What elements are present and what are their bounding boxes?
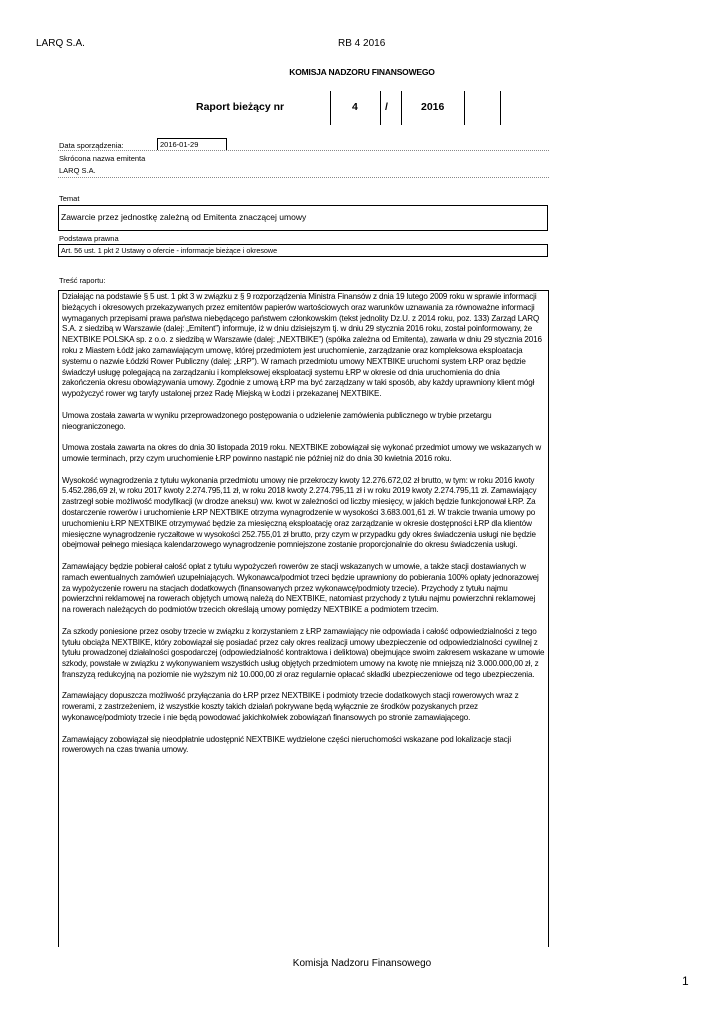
content-paragraph: Umowa została zawarta w wyniku przeprowadzonego postępowania o udzielenie zamówienia publicznego w trybie przetargu nieograniczonego. [62,410,492,431]
short-name-label: Skrócona nazwa emitenta [59,154,146,163]
report-number: 4 [352,101,358,113]
content-paragraph: Wysokość wynagrodzenia z tytułu wykonania przedmiotu umowy nie przekroczy kwoty 12.276.672,02 zł brutto, w tym: w roku 2016 kwoty 5.452.286,69 zł, w roku 2017 kwoty 2.274.795,11 zł, w roku 2018 kwoty 2.274.795,11 zł i w roku 2019 kwoty 2.274.795,11 zł. Zamawiający zastrzegł sobie możliwość modyfikacji (w drodze aneksu) ww. kwot w zależności od liczby miesięcy, w jakich będzie funkcjonował ŁRP. Za dostarczenie rowerów i uruchomienie ŁRP NEXTBIKE otrzyma wynagrodzenie w wysokości 3.683.001,61 zł. W trakcie trwania umowy po uruchomieniu ŁRP NEXTBIKE otrzymywać będzie za miesięczną eksploatację oraz zarządzanie w okresie dostępności ŁRP dla klientów miesięczne wynagrodzenie ryczałtowe w wysokości 252.755,01 zł brutto, przy czym w przypadku gdy okres świadczenia usługi nie będzie obejmował pełnego miesiąca kalendarzowego wynagrodzenie pomniejszone zostanie proporcjonalnie do okresu świadczenia usługi. [62,475,537,550]
divider [58,177,549,178]
legal-basis-label: Podstawa prawna [59,234,119,243]
content-paragraph: Umowa została zawarta na okres do dnia 30 listopada 2019 roku. NEXTBIKE zobowiązał się wykonać przedmiot umowy we wskazanych w umowie terminach, przy czym uruchomienie ŁRP powinno nastąpić nie później niż do dnia 30 kwietnia 2016 roku. [62,443,542,463]
content-label: Treść raportu: [59,276,106,285]
divider [330,91,331,125]
report-content [58,290,549,947]
content-paragraph: Zamawiający dopuszcza możliwość przyłączania do ŁRP przez NEXTBIKE i podmioty trzecie dodatkowych stacji rowerowych wraz z rowerami, z zastrzeżeniem, iż wszystkie koszty takich działań pokrywane będą wyłącznie ze środków pozyskanych przez wykonawcę/podmioty trzecie i nie będą powodować jakichkolwiek zobowiązań finansowych po stronie zamawiającego. [62,691,519,723]
report-separator: / [385,101,388,113]
divider [58,150,549,151]
divider [500,91,501,125]
date-label: Data sporządzenia: [59,141,124,150]
page-number: 1 [682,974,689,988]
divider [380,91,381,125]
divider [464,91,465,125]
footer-authority: Komisja Nadzoru Finansowego [292,958,432,969]
subject-value: Zawarcie przez jednostkę zależną od Emitenta znaczącej umowy [58,205,548,231]
header-report-code: RB 4 2016 [338,38,386,49]
date-value: 2016-01-29 [157,138,227,150]
report-year: 2016 [421,101,445,113]
header-company: LARQ S.A. [36,38,85,49]
report-title: Raport bieżący nr [196,101,285,113]
content-paragraph: Działając na podstawie § 5 ust. 1 pkt 3 w związku z § 9 rozporządzenia Ministra Finansów z dnia 19 lutego 2009 roku w sprawie informacji bieżących i okresowych przekazywanych przez emitentów papierów wartościowych oraz warunków uznawania za równoważne informacji wymaganych przepisami prawa państwa niebędącego państwem członkowskim (tekst jednolity Dz.U. z 2014 roku, poz. 133) Zarząd LARQ S.A. z siedzibą w Warszawie (dalej: „Emitent”) informuje, iż w dniu dzisiejszym tj. w dniu 29 stycznia 2016 roku, został poinformowany, że NEXTBIKE POLSKA sp. z o.o. z siedzibą w Warszawie (dalej: „NEXTBIKE”) (spółka zależna od Emitenta), zawarła w dniu 29 stycznia 2016 roku z Miastem Łódź jako zamawiającym umowę, której przedmiotem jest uruchomienie, zarządzanie oraz kompleksowa eksploatacja systemu o nazwie Łódzki Rower Publiczny (dalej: „ŁRP”). W ramach przedmiotu umowy NEXTBIKE uruchomi system ŁRP oraz będzie świadczył usługę polegającą na zarządzaniu i kompleksowej eksploatacji systemu ŁRP w okresie od dnia uruchomienia do dnia zakończenia okresu obowiązywania umowy. Zgodnie z umową ŁRP ma być zarządzany w taki sposób, aby każdy uprawniony klient mógł wypożyczyć rower wg taryfy ustalonej przez Radę Miejską w Łodzi i przekazanej NEXTBIKE. [62,292,542,399]
content-paragraph: Zamawiający będzie pobierał całość opłat z tytułu wypożyczeń rowerów ze stacji wskazanych w umowie, a także stacji dostawianych w ramach ewentualnych zamówień uzupełniających. Wykonawca/podmiot trzeci będzie uprawniony do pobierania 100% opłaty jednorazowej za wypożyczenie roweru na stacjach dodatkowych (finansowanych przez wykonawcę/podmioty trzecie). Przychody z tytułu najmu powierzchni reklamowej na rowerach objętych umową należą do NEXTBIKE, natomiast przychody z tytułu najmu powierzchni reklamowej na rowerach należących do podmiotów trzecich określają umowy pomiędzy NEXTBIKE a podmiotem trzecim. [62,561,539,615]
short-name-value: LARQ S.A. [59,166,96,175]
legal-basis-value: Art. 56 ust. 1 pkt 2 Ustawy o ofercie - informacje bieżące i okresowe [58,244,548,257]
subject-label: Temat [59,194,80,203]
content-paragraph: Zamawiający zobowiązał się nieodpłatnie udostępnić NEXTBIKE wydzielone części nieruchomości wskazane pod lokalizacje stacji rowerowych na czas trwania umowy. [62,734,511,755]
divider [401,91,402,125]
content-paragraph: Za szkody poniesione przez osoby trzecie w związku z korzystaniem z ŁRP zamawiający nie odpowiada i całość odpowiedzialności z tego tytułu obciąża NEXTBIKE, który zobowiązał się posiadać przez cały okres realizacji umowy ubezpieczenie od odpowiedzialności cywilnej z tytułu prowadzonej działalności gospodarczej (odpowiedzialność kontraktowa i deliktowa) obejmujące swoim zakresem wskazane w umowie szkody, powstałe w związku z wykonywaniem wszystkich usług objętych przedmiotem umowy na kwotę nie mniejszą niż 3.000.000,00 zł, z franszyzą redukcyjną na poziomie nie wyższym niż 10.000,00 zł oraz regularnie opłacać składki ubezpieczeniowe od tego ubezpieczenia. [62,626,545,679]
authority-title: KOMISJA NADZORU FINANSOWEGO [289,67,435,77]
